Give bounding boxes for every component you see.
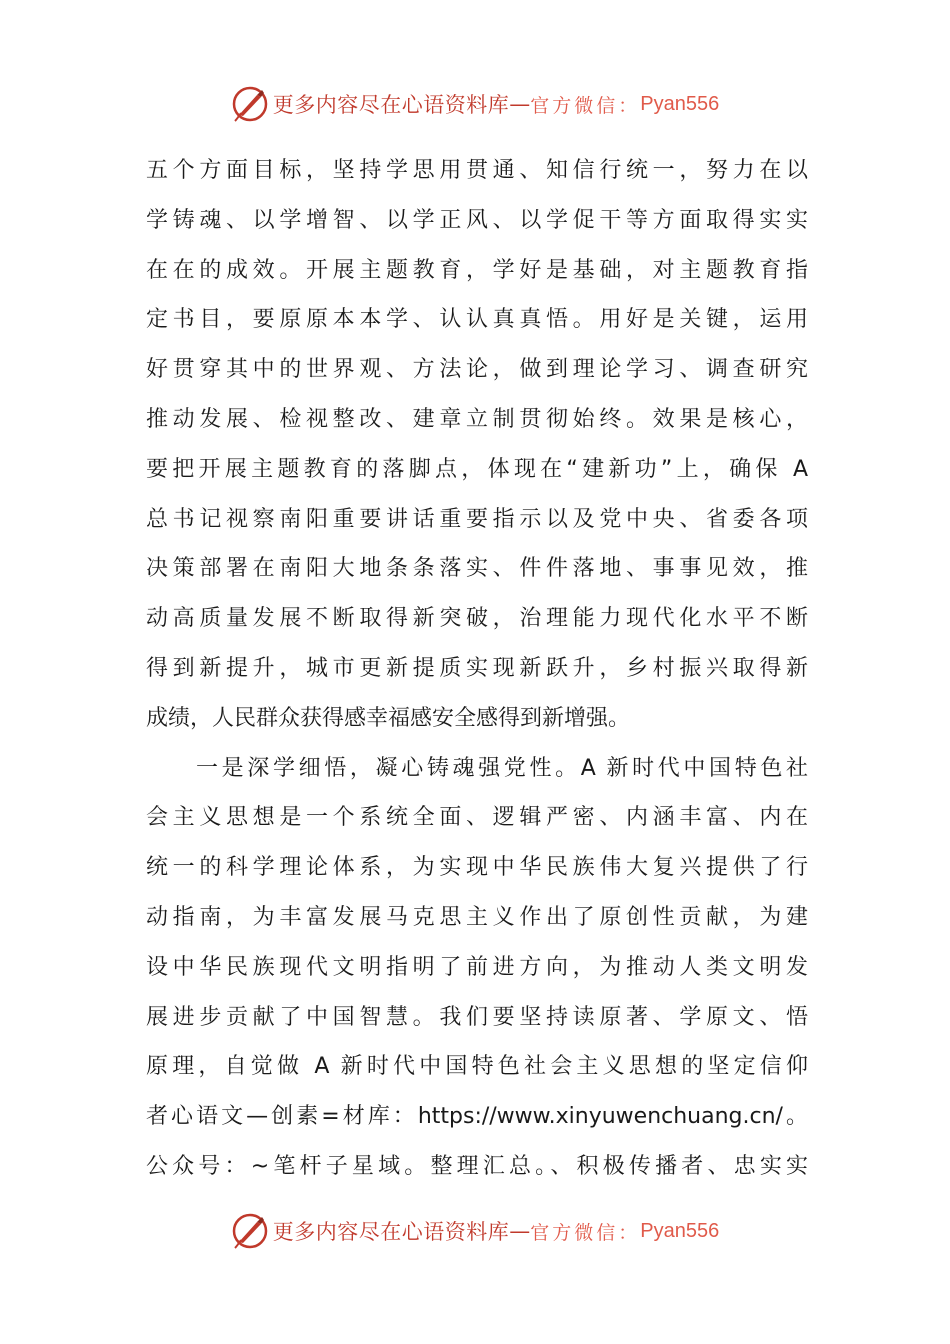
footer-banner	[0, 1209, 950, 1253]
header-official-label: 官方微信：	[530, 94, 641, 117]
body-line: 设中华民族现代文明指明了前进方向，为推动人类文明发	[146, 954, 808, 980]
header-banner	[0, 82, 950, 126]
body-line: 动高质量发展不断取得新突破，治理能力现代化水平不断	[146, 606, 808, 632]
footer-wechat-id: Pyan556	[640, 1219, 720, 1242]
paragraph-end-line: 成绩，人民群众获得感幸福感安全感得到新增强。	[146, 705, 631, 731]
url-line: 者心语文—创素=材库：https://www.xinyuwenchuang.cn/。	[146, 1104, 808, 1130]
body-line: 在在的成效。开展主题教育，学好是基础，对主题教育指	[146, 257, 808, 283]
paragraph-start-line: 一是深学细悟，凝心铸魂强党性。A 新时代中国特色社	[196, 755, 808, 781]
body-line: 得到新提升，城市更新提质实现新跃升，乡村振兴取得新	[146, 655, 808, 681]
body-line: 要把开展主题教育的落脚点，体现在“建新功”上，确保 A	[146, 456, 808, 482]
body-line: 原理，自觉做 A 新时代中国特色社会主义思想的坚定信仰	[146, 1054, 808, 1080]
body-line: 学铸魂、以学增智、以学正风、以学促干等方面取得实实	[146, 207, 808, 233]
footer-brand-text: 更多内容尽在心语资料库	[272, 1220, 510, 1244]
body-line: 推动发展、检视整改、建章立制贯彻始终。效果是核心，	[146, 406, 808, 432]
body-line: 定书目，要原原本本学、认认真真悟。用好是关键，运用	[146, 307, 808, 333]
body-line: 统一的科学理论体系，为实现中华民族伟大复兴提供了行	[146, 855, 808, 881]
body-line: 决策部署在南阳大地条条落实、件件落地、事事见效，推	[146, 556, 808, 582]
body-line: 会主义思想是一个系统全面、逻辑严密、内涵丰富、内在	[146, 805, 808, 831]
body-line: 展进步贡献了中国智慧。我们要坚持读原著、学原文、悟	[146, 1004, 808, 1030]
quill-logo-icon	[231, 1212, 269, 1250]
body-line: 总书记视察南阳重要讲话重要指示以及党中央、省委各项	[146, 506, 808, 532]
quill-logo-icon	[231, 85, 269, 123]
footer-dash: —	[509, 1219, 531, 1243]
footer-official-label: 官方微信：	[530, 1221, 641, 1244]
body-line: 动指南，为丰富发展马克思主义作出了原创性贡献，为建	[146, 904, 808, 930]
document-body	[146, 146, 808, 1192]
header-dash: —	[509, 92, 531, 116]
body-line: 公众号：~笔杆子星域。整理汇总。、积极传播者、忠实实	[146, 1153, 808, 1179]
header-wechat-id: Pyan556	[640, 92, 720, 115]
body-line: 好贯穿其中的世界观、方法论，做到理论学习、调查研究	[146, 357, 808, 383]
header-brand-text: 更多内容尽在心语资料库	[272, 93, 510, 117]
body-line: 五个方面目标，坚持学思用贯通、知信行统一，努力在以	[146, 158, 808, 183]
